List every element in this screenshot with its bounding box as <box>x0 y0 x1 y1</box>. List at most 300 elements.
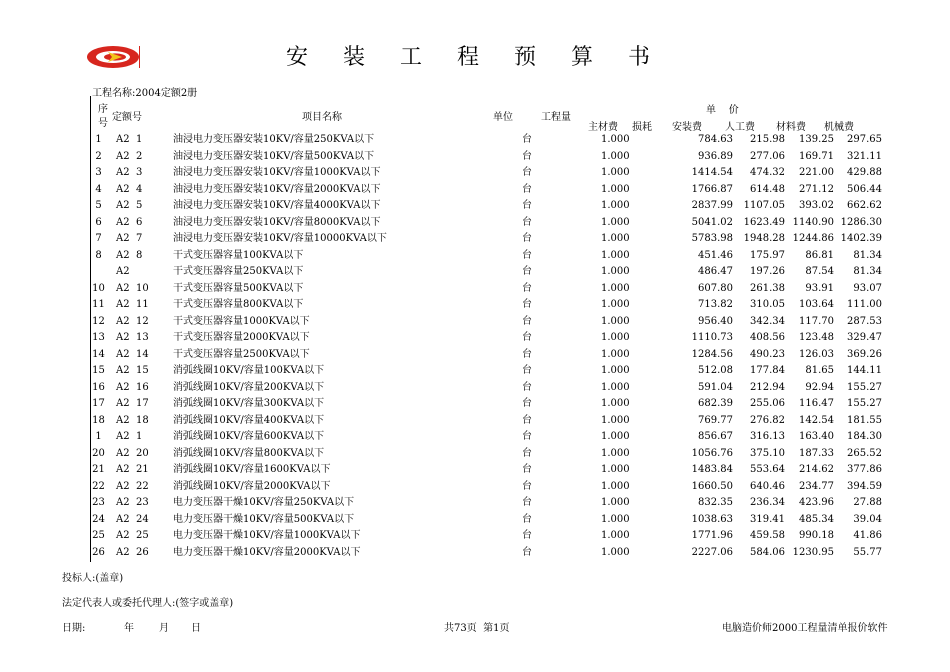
cell-unit: 台 <box>522 299 532 310</box>
cell-qty: 1.000 <box>601 414 630 426</box>
cell-machine: 184.30 <box>847 431 882 442</box>
cell-code: 15 <box>136 365 149 376</box>
cell-name: 消弧线圈10KV/容量200KVA以下 <box>173 381 325 393</box>
cell-machine: 81.34 <box>853 266 882 277</box>
cell-unit: 台 <box>522 513 532 525</box>
cell-a2: A2 <box>116 216 130 228</box>
header-labor: 人工费 <box>725 122 755 133</box>
header-code: 定额号 <box>112 112 142 123</box>
cell-name: 干式变压器容量1000KVA以下 <box>173 315 310 327</box>
cell-install: 512.08 <box>698 365 733 376</box>
table-row <box>86 495 882 512</box>
cell-code: 8 <box>136 249 143 261</box>
cell-seq: 21 <box>92 464 105 475</box>
cell-qty: 1.000 <box>601 150 630 162</box>
cell-labor: 1623.49 <box>743 216 785 228</box>
cell-labor: 640.46 <box>750 480 785 492</box>
cell-unit: 台 <box>522 530 532 541</box>
header-machine: 机械费 <box>824 122 854 133</box>
cell-name: 消弧线圈10KV/容量800KVA以下 <box>173 447 325 459</box>
cell-a2: A2 <box>116 431 130 442</box>
cell-labor: 614.48 <box>750 183 785 195</box>
cell-qty: 1.000 <box>601 398 630 409</box>
cell-a2: A2 <box>116 447 130 459</box>
cell-name: 油浸电力变压器安装10KV/容量2000KVA以下 <box>173 183 381 195</box>
cell-unit: 台 <box>522 167 532 178</box>
cell-a2: A2 <box>116 299 130 310</box>
cell-install: 784.63 <box>698 134 733 145</box>
cell-material: 163.40 <box>799 431 834 442</box>
cell-code: 24 <box>136 513 149 525</box>
cell-machine: 41.86 <box>853 530 882 541</box>
cell-machine: 155.27 <box>847 398 882 409</box>
cell-unit: 台 <box>522 414 532 426</box>
cell-machine: 265.52 <box>847 447 882 459</box>
cell-code: 21 <box>136 464 149 475</box>
cell-qty: 1.000 <box>601 381 630 393</box>
cell-name: 干式变压器容量500KVA以下 <box>173 282 304 294</box>
cell-install: 769.77 <box>698 414 733 426</box>
cell-install: 682.39 <box>698 398 733 409</box>
cell-code: 7 <box>136 233 143 244</box>
table-row <box>86 545 882 562</box>
cell-material: 990.18 <box>799 530 834 541</box>
table-row <box>86 314 882 331</box>
table-row <box>86 281 882 298</box>
cell-qty: 1.000 <box>601 332 630 343</box>
cell-unit: 台 <box>522 150 532 162</box>
cell-unit: 台 <box>522 480 532 492</box>
cell-code: 5 <box>136 200 143 211</box>
cell-material: 234.77 <box>799 480 834 492</box>
cell-name: 油浸电力变压器安装10KV/容量8000KVA以下 <box>173 216 381 228</box>
cell-material: 117.70 <box>799 315 834 327</box>
cell-labor: 490.23 <box>750 348 785 360</box>
cell-labor: 236.34 <box>750 497 785 508</box>
cell-name: 油浸电力变压器安装10KV/容量500KVA以下 <box>173 150 375 162</box>
cell-machine: 377.86 <box>847 464 882 475</box>
cell-name: 干式变压器容量100KVA以下 <box>173 249 304 261</box>
cell-labor: 375.10 <box>750 447 785 459</box>
cell-labor: 212.94 <box>750 381 785 393</box>
cell-name: 消弧线圈10KV/容量300KVA以下 <box>173 398 325 409</box>
cell-labor: 316.13 <box>750 431 785 442</box>
cell-qty: 1.000 <box>601 167 630 178</box>
cell-qty: 1.000 <box>601 480 630 492</box>
cell-qty: 1.000 <box>601 134 630 145</box>
cell-material: 187.33 <box>799 447 834 459</box>
cell-qty: 1.000 <box>601 530 630 541</box>
date-year: 年 <box>124 623 134 634</box>
cell-labor: 1948.28 <box>743 233 785 244</box>
cell-code: 20 <box>136 447 149 459</box>
cell-unit: 台 <box>522 365 532 376</box>
cell-seq: 10 <box>92 282 105 294</box>
cell-a2: A2 <box>116 546 130 558</box>
project-name: 工程名称:2004定额2册 <box>92 88 198 99</box>
cell-name: 油浸电力变压器安装10KV/容量4000KVA以下 <box>173 200 381 211</box>
cell-a2: A2 <box>116 315 130 327</box>
cell-material: 142.54 <box>799 414 834 426</box>
table-row <box>86 182 882 199</box>
cell-material: 169.71 <box>799 150 834 162</box>
cell-install: 856.67 <box>698 431 733 442</box>
cell-code: 3 <box>136 167 143 178</box>
cell-machine: 394.59 <box>847 480 882 492</box>
cell-install: 5041.02 <box>691 216 733 228</box>
cell-machine: 1402.39 <box>840 233 882 244</box>
cell-install: 713.82 <box>698 299 733 310</box>
cell-labor: 197.26 <box>750 266 785 277</box>
cell-labor: 215.98 <box>750 134 785 145</box>
cell-seq: 26 <box>92 546 105 558</box>
cell-a2: A2 <box>116 348 130 360</box>
table-row <box>86 413 882 430</box>
cell-machine: 329.47 <box>847 332 882 343</box>
table-row <box>86 132 882 149</box>
cell-qty: 1.000 <box>601 513 630 525</box>
cell-labor: 177.84 <box>750 365 785 376</box>
cell-unit: 台 <box>522 233 532 244</box>
cell-qty: 1.000 <box>601 299 630 310</box>
cell-labor: 1107.05 <box>743 200 785 211</box>
cell-unit: 台 <box>522 332 532 343</box>
cell-machine: 1286.30 <box>840 216 882 228</box>
cell-a2: A2 <box>116 398 130 409</box>
cell-name: 消弧线圈10KV/容量1600KVA以下 <box>173 464 331 475</box>
cell-labor: 408.56 <box>750 332 785 343</box>
cell-code: 4 <box>136 183 143 195</box>
cell-material: 271.12 <box>799 183 834 195</box>
cell-labor: 553.64 <box>750 464 785 475</box>
cell-material: 139.25 <box>799 134 834 145</box>
cell-seq: 17 <box>92 398 105 409</box>
cell-machine: 55.77 <box>853 546 882 558</box>
date-month: 月 <box>159 623 169 634</box>
cell-code: 18 <box>136 414 149 426</box>
cell-code: 10 <box>136 282 149 294</box>
bidder-label: 投标人:(盖章) <box>62 573 124 584</box>
cell-name: 干式变压器容量2500KVA以下 <box>173 348 310 360</box>
cell-labor: 175.97 <box>750 249 785 261</box>
cell-machine: 297.65 <box>847 134 882 145</box>
cell-name: 电力变压器干燥10KV/容量1000KVA以下 <box>173 530 361 541</box>
cell-qty: 1.000 <box>601 447 630 459</box>
cell-a2: A2 <box>116 266 130 277</box>
cell-a2: A2 <box>116 497 130 508</box>
date-day: 日 <box>191 623 201 634</box>
cell-name: 干式变压器容量250KVA以下 <box>173 266 304 277</box>
cell-qty: 1.000 <box>601 464 630 475</box>
cell-material: 1140.90 <box>792 216 834 228</box>
cell-labor: 474.32 <box>750 167 785 178</box>
cell-machine: 181.55 <box>847 414 882 426</box>
table-row <box>86 429 882 446</box>
cell-seq: 1 <box>95 431 102 442</box>
cell-material: 81.65 <box>805 365 834 376</box>
cell-name: 消弧线圈10KV/容量400KVA以下 <box>173 414 325 426</box>
cell-unit: 台 <box>522 431 532 442</box>
header-main-material: 主材费 <box>588 122 618 133</box>
cell-labor: 459.58 <box>750 530 785 541</box>
header-material: 材料费 <box>776 122 806 133</box>
cell-seq: 3 <box>95 167 102 178</box>
cell-code: 2 <box>136 150 143 162</box>
table-row <box>86 446 882 463</box>
cell-a2: A2 <box>116 183 130 195</box>
cell-qty: 1.000 <box>601 216 630 228</box>
cell-machine: 144.11 <box>847 365 882 376</box>
cell-material: 103.64 <box>799 299 834 310</box>
cell-unit: 台 <box>522 315 532 327</box>
cell-name: 消弧线圈10KV/容量600KVA以下 <box>173 431 325 442</box>
cell-seq: 25 <box>92 530 105 541</box>
cell-unit: 台 <box>522 282 532 294</box>
header-seq-2: 号 <box>98 118 108 129</box>
table-row <box>86 363 882 380</box>
cell-seq: 23 <box>92 497 105 508</box>
cell-a2: A2 <box>116 464 130 475</box>
cell-machine: 93.07 <box>853 282 882 294</box>
cell-qty: 1.000 <box>601 233 630 244</box>
table-row <box>86 297 882 314</box>
cell-material: 87.54 <box>805 266 834 277</box>
cell-install: 936.89 <box>698 150 733 162</box>
cell-seq: 12 <box>92 315 105 327</box>
cell-install: 832.35 <box>698 497 733 508</box>
cell-code: 22 <box>136 480 149 492</box>
cell-name: 干式变压器容量2000KVA以下 <box>173 332 310 343</box>
header-name: 项目名称 <box>302 112 342 123</box>
cell-install: 486.47 <box>698 266 733 277</box>
budget-table <box>86 132 882 561</box>
cell-seq: 18 <box>92 414 105 426</box>
cell-install: 1110.73 <box>691 332 733 343</box>
cell-material: 116.47 <box>799 398 834 409</box>
cell-install: 1766.87 <box>691 183 733 195</box>
cell-code: 14 <box>136 348 149 360</box>
cell-machine: 39.04 <box>853 513 882 525</box>
cell-install: 451.46 <box>698 249 733 261</box>
cell-install: 2227.06 <box>691 546 733 558</box>
cell-seq: 4 <box>95 183 102 195</box>
cell-a2: A2 <box>116 365 130 376</box>
cell-a2: A2 <box>116 282 130 294</box>
cell-machine: 81.34 <box>853 249 882 261</box>
cell-a2: A2 <box>116 480 130 492</box>
header-unit-price: 单 价 <box>706 105 739 116</box>
header-install: 安装费 <box>672 122 702 133</box>
cell-labor: 261.38 <box>750 282 785 294</box>
cell-qty: 1.000 <box>601 497 630 508</box>
cell-machine: 111.00 <box>847 299 882 310</box>
cell-material: 393.02 <box>799 200 834 211</box>
cell-a2: A2 <box>116 381 130 393</box>
cell-machine: 506.44 <box>847 183 882 195</box>
cell-unit: 台 <box>522 381 532 393</box>
cell-unit: 台 <box>522 398 532 409</box>
cell-code: 16 <box>136 381 149 393</box>
cell-material: 214.62 <box>799 464 834 475</box>
cell-seq: 20 <box>92 447 105 459</box>
cell-unit: 台 <box>522 464 532 475</box>
cell-material: 126.03 <box>799 348 834 360</box>
cell-material: 123.48 <box>799 332 834 343</box>
cell-install: 1414.54 <box>691 167 733 178</box>
cell-machine: 662.62 <box>847 200 882 211</box>
cell-name: 消弧线圈10KV/容量100KVA以下 <box>173 365 325 376</box>
table-row <box>86 396 882 413</box>
cell-qty: 1.000 <box>601 249 630 261</box>
table-row <box>86 248 882 265</box>
cell-seq: 7 <box>95 233 102 244</box>
cell-name: 干式变压器容量800KVA以下 <box>173 299 304 310</box>
cell-a2: A2 <box>116 200 130 211</box>
cell-unit: 台 <box>522 447 532 459</box>
cell-name: 消弧线圈10KV/容量2000KVA以下 <box>173 480 331 492</box>
cell-material: 1244.86 <box>792 233 834 244</box>
cell-install: 1056.76 <box>691 447 733 459</box>
cell-material: 93.91 <box>805 282 834 294</box>
cell-install: 2837.99 <box>691 200 733 211</box>
cell-a2: A2 <box>116 414 130 426</box>
cell-a2: A2 <box>116 233 130 244</box>
cell-install: 1771.96 <box>691 530 733 541</box>
cell-install: 1284.56 <box>691 348 733 360</box>
cell-seq: 16 <box>92 381 105 393</box>
representative-label: 法定代表人或委托代理人:(签字或盖章) <box>62 598 234 609</box>
table-row <box>86 198 882 215</box>
cell-labor: 319.41 <box>750 513 785 525</box>
cell-a2: A2 <box>116 530 130 541</box>
cell-code: 13 <box>136 332 149 343</box>
cell-name: 油浸电力变压器安装10KV/容量1000KVA以下 <box>173 167 381 178</box>
cell-install: 1483.84 <box>691 464 733 475</box>
cell-material: 423.96 <box>799 497 834 508</box>
cell-code: 17 <box>136 398 149 409</box>
cell-unit: 台 <box>522 183 532 195</box>
cell-unit: 台 <box>522 497 532 508</box>
cell-labor: 310.05 <box>750 299 785 310</box>
table-row <box>86 330 882 347</box>
cell-seq <box>86 264 111 281</box>
cell-a2: A2 <box>116 332 130 343</box>
page-title: 安 装 工 程 预 算 书 <box>286 45 664 70</box>
cell-machine: 155.27 <box>847 381 882 393</box>
cell-material: 1230.95 <box>792 546 834 558</box>
table-row <box>86 462 882 479</box>
cell-name: 电力变压器干燥10KV/容量500KVA以下 <box>173 513 355 525</box>
cell-qty: 1.000 <box>601 200 630 211</box>
table-row <box>86 215 882 232</box>
cell-name: 油浸电力变压器安装10KV/容量10000KVA以下 <box>173 233 387 244</box>
cell-a2: A2 <box>116 249 130 261</box>
table-row <box>86 149 882 166</box>
cell-code: 6 <box>136 216 143 228</box>
cell-labor: 276.82 <box>750 414 785 426</box>
cell-qty: 1.000 <box>601 282 630 294</box>
cell-name: 油浸电力变压器安装10KV/容量250KVA以下 <box>173 134 375 145</box>
cell-seq: 2 <box>95 150 102 162</box>
cell-code: 1 <box>136 431 143 442</box>
cell-qty: 1.000 <box>601 365 630 376</box>
table-row <box>86 347 882 364</box>
table-row <box>86 479 882 496</box>
cell-install: 607.80 <box>698 282 733 294</box>
cell-material: 86.81 <box>805 249 834 261</box>
table-row <box>86 528 882 545</box>
cell-machine: 429.88 <box>847 167 882 178</box>
cell-qty: 1.000 <box>601 315 630 327</box>
software-name: 电脑造价师2000工程量清单报价软件 <box>722 623 888 634</box>
table-row <box>86 512 882 529</box>
cell-qty: 1.000 <box>601 348 630 360</box>
cell-install: 591.04 <box>698 381 733 393</box>
header-seq-1: 序 <box>98 104 108 115</box>
cell-seq: 6 <box>95 216 102 228</box>
cell-machine: 27.88 <box>853 497 882 508</box>
table-row <box>86 380 882 397</box>
cell-seq: 15 <box>92 365 105 376</box>
cell-code <box>136 264 173 281</box>
cell-name: 电力变压器干燥10KV/容量250KVA以下 <box>173 497 355 508</box>
cell-qty: 1.000 <box>601 183 630 195</box>
cell-code: 23 <box>136 497 149 508</box>
cell-machine: 369.26 <box>847 348 882 360</box>
header-unit: 单位 <box>493 112 513 123</box>
page-count: 共73页 第1页 <box>444 623 510 634</box>
table-row <box>86 231 882 248</box>
cell-qty: 1.000 <box>601 431 630 442</box>
cell-qty: 1.000 <box>601 266 630 277</box>
cell-name: 电力变压器干燥10KV/容量2000KVA以下 <box>173 546 361 558</box>
cell-seq: 13 <box>92 332 105 343</box>
cell-material: 485.34 <box>799 513 834 525</box>
cell-a2: A2 <box>116 167 130 178</box>
cell-seq: 8 <box>95 249 102 261</box>
cell-unit: 台 <box>522 200 532 211</box>
cell-install: 1660.50 <box>691 480 733 492</box>
cell-a2: A2 <box>116 150 130 162</box>
cell-seq: 24 <box>92 513 105 525</box>
cell-unit: 台 <box>522 134 532 145</box>
cell-a2: A2 <box>116 134 130 145</box>
cell-unit: 台 <box>522 216 532 228</box>
date-label: 日期: <box>62 623 86 634</box>
cell-labor: 584.06 <box>750 546 785 558</box>
cell-unit: 台 <box>522 266 532 277</box>
cell-labor: 255.06 <box>750 398 785 409</box>
cell-material: 92.94 <box>805 381 834 393</box>
cell-code: 26 <box>136 546 149 558</box>
header-qty: 工程量 <box>541 112 571 123</box>
cell-machine: 321.11 <box>847 150 882 162</box>
cell-code: 1 <box>136 134 143 145</box>
cell-seq: 22 <box>92 480 105 492</box>
cell-seq: 5 <box>95 200 102 211</box>
cell-install: 1038.63 <box>691 513 733 525</box>
cell-machine: 287.53 <box>847 315 882 327</box>
cell-seq: 1 <box>95 134 102 145</box>
cell-qty: 1.000 <box>601 546 630 558</box>
cell-code: 12 <box>136 315 149 327</box>
cell-labor: 342.34 <box>750 315 785 327</box>
cell-install: 956.40 <box>698 315 733 327</box>
table-row <box>86 264 882 281</box>
cell-material: 221.00 <box>799 167 834 178</box>
cell-unit: 台 <box>522 249 532 261</box>
cell-seq: 11 <box>92 299 105 310</box>
